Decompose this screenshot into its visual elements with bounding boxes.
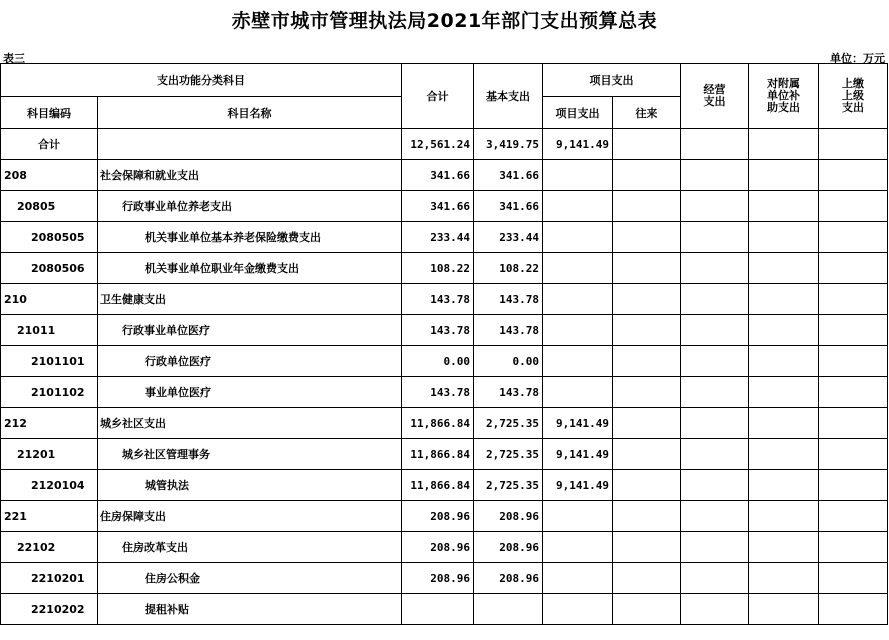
cell-total: 233.44 bbox=[402, 222, 474, 253]
table-row bbox=[1, 284, 888, 315]
cell-transfer bbox=[613, 191, 681, 222]
header-upper-text: 上缴上级支出 bbox=[842, 77, 864, 114]
cell-subsidiary bbox=[749, 160, 819, 191]
cell-total: 11,866.84 bbox=[402, 439, 474, 470]
cell-name: 卫生健康支出 bbox=[98, 284, 402, 315]
cell-operating bbox=[681, 191, 749, 222]
cell-name: 机关事业单位职业年金缴费支出 bbox=[98, 253, 402, 284]
cell-operating bbox=[681, 439, 749, 470]
cell-operating bbox=[681, 346, 749, 377]
cell-project bbox=[543, 284, 613, 315]
cell-total: 0.00 bbox=[402, 346, 474, 377]
cell-basic: 208.96 bbox=[474, 532, 543, 563]
cell-total bbox=[402, 594, 474, 625]
cell-operating bbox=[681, 532, 749, 563]
cell-basic: 208.96 bbox=[474, 501, 543, 532]
cell-code: 2080506 bbox=[1, 253, 98, 284]
cell-basic: 341.66 bbox=[474, 160, 543, 191]
cell-project bbox=[543, 501, 613, 532]
cell-subsidiary bbox=[749, 315, 819, 346]
table-row bbox=[1, 439, 888, 470]
cell-total: 208.96 bbox=[402, 563, 474, 594]
cell-operating bbox=[681, 470, 749, 501]
table-row bbox=[1, 594, 888, 625]
cell-code: 221 bbox=[1, 501, 98, 532]
table-row bbox=[1, 222, 888, 253]
cell-upper bbox=[819, 191, 888, 222]
cell-subsidiary bbox=[749, 284, 819, 315]
cell-project bbox=[543, 563, 613, 594]
cell-code: 22102 bbox=[1, 532, 98, 563]
cell-operating bbox=[681, 408, 749, 439]
cell-total: 108.22 bbox=[402, 253, 474, 284]
cell-code: 2080505 bbox=[1, 222, 98, 253]
cell-upper bbox=[819, 253, 888, 284]
cell-transfer bbox=[613, 222, 681, 253]
cell-operating bbox=[681, 594, 749, 625]
cell-code: 2210202 bbox=[1, 594, 98, 625]
cell-name: 住房保障支出 bbox=[98, 501, 402, 532]
cell-subsidiary bbox=[749, 129, 819, 160]
cell-transfer bbox=[613, 408, 681, 439]
cell-transfer bbox=[613, 501, 681, 532]
cell-upper bbox=[819, 284, 888, 315]
cell-subsidiary bbox=[749, 408, 819, 439]
cell-operating bbox=[681, 253, 749, 284]
cell-project: 9,141.49 bbox=[543, 470, 613, 501]
cell-total: 208.96 bbox=[402, 501, 474, 532]
table-row bbox=[1, 532, 888, 563]
table-row bbox=[1, 346, 888, 377]
cell-subsidiary bbox=[749, 470, 819, 501]
header-operating-text: 经营支出 bbox=[703, 83, 726, 108]
cell-upper bbox=[819, 470, 888, 501]
cell-code: 21011 bbox=[1, 315, 98, 346]
cell-subsidiary bbox=[749, 346, 819, 377]
cell-code: 2101102 bbox=[1, 377, 98, 408]
cell-transfer bbox=[613, 160, 681, 191]
cell-code: 2120104 bbox=[1, 470, 98, 501]
header-project-group: 项目支出 bbox=[543, 64, 681, 97]
cell-transfer bbox=[613, 439, 681, 470]
cell-operating bbox=[681, 563, 749, 594]
table-row bbox=[1, 470, 888, 501]
cell-name: 城乡社区管理事务 bbox=[98, 439, 402, 470]
cell-subsidiary bbox=[749, 439, 819, 470]
header-total: 合计 bbox=[402, 64, 474, 129]
cell-total: 208.96 bbox=[402, 532, 474, 563]
table-row bbox=[1, 253, 888, 284]
cell-basic: 341.66 bbox=[474, 191, 543, 222]
cell-operating bbox=[681, 129, 749, 160]
header-code: 科目编码 bbox=[1, 97, 98, 129]
cell-name: 行政事业单位医疗 bbox=[98, 315, 402, 346]
cell-name: 行政单位医疗 bbox=[98, 346, 402, 377]
cell-transfer bbox=[613, 532, 681, 563]
cell-operating bbox=[681, 222, 749, 253]
cell-upper bbox=[819, 501, 888, 532]
cell-name: 提租补贴 bbox=[98, 594, 402, 625]
cell-upper bbox=[819, 222, 888, 253]
table-row bbox=[1, 160, 888, 191]
cell-code: 208 bbox=[1, 160, 98, 191]
header-operating bbox=[681, 64, 749, 129]
cell-basic: 0.00 bbox=[474, 346, 543, 377]
cell-transfer bbox=[613, 377, 681, 408]
cell-total: 341.66 bbox=[402, 191, 474, 222]
cell-basic: 108.22 bbox=[474, 253, 543, 284]
header-subsidiary bbox=[749, 64, 819, 129]
header-func-class: 支出功能分类科目 bbox=[1, 64, 402, 97]
cell-basic: 2,725.35 bbox=[474, 439, 543, 470]
cell-total: 341.66 bbox=[402, 160, 474, 191]
cell-project bbox=[543, 346, 613, 377]
header-name: 科目名称 bbox=[98, 97, 402, 129]
cell-upper bbox=[819, 160, 888, 191]
table-row bbox=[1, 377, 888, 408]
cell-project bbox=[543, 594, 613, 625]
header-basic: 基本支出 bbox=[474, 64, 543, 129]
cell-upper bbox=[819, 532, 888, 563]
cell-operating bbox=[681, 160, 749, 191]
cell-name: 事业单位医疗 bbox=[98, 377, 402, 408]
table-row bbox=[1, 563, 888, 594]
cell-code: 21201 bbox=[1, 439, 98, 470]
cell-name: 住房公积金 bbox=[98, 563, 402, 594]
cell-subsidiary bbox=[749, 563, 819, 594]
cell-upper bbox=[819, 563, 888, 594]
cell-transfer bbox=[613, 346, 681, 377]
cell-project bbox=[543, 532, 613, 563]
cell-code: 2101101 bbox=[1, 346, 98, 377]
cell-project bbox=[543, 160, 613, 191]
cell-upper bbox=[819, 346, 888, 377]
cell-upper bbox=[819, 408, 888, 439]
cell-project bbox=[543, 377, 613, 408]
cell-operating bbox=[681, 501, 749, 532]
cell-transfer bbox=[613, 129, 681, 160]
cell-project bbox=[543, 253, 613, 284]
cell-upper bbox=[819, 439, 888, 470]
page-title: 赤壁市城市管理执法局2021年部门支出预算总表 bbox=[231, 10, 658, 32]
cell-total: 11,866.84 bbox=[402, 408, 474, 439]
cell-transfer bbox=[613, 315, 681, 346]
cell-name: 城管执法 bbox=[98, 470, 402, 501]
cell-total: 12,561.24 bbox=[402, 129, 474, 160]
cell-upper bbox=[819, 594, 888, 625]
cell-total: 11,866.84 bbox=[402, 470, 474, 501]
cell-transfer bbox=[613, 470, 681, 501]
cell-upper bbox=[819, 377, 888, 408]
cell-upper bbox=[819, 129, 888, 160]
cell-subsidiary bbox=[749, 532, 819, 563]
cell-subsidiary bbox=[749, 377, 819, 408]
cell-basic: 143.78 bbox=[474, 377, 543, 408]
header-row-1 bbox=[1, 64, 888, 97]
total-row bbox=[1, 129, 888, 160]
cell-project bbox=[543, 315, 613, 346]
cell-basic: 3,419.75 bbox=[474, 129, 543, 160]
cell-name bbox=[98, 129, 402, 160]
cell-basic bbox=[474, 594, 543, 625]
cell-subsidiary bbox=[749, 594, 819, 625]
cell-name: 社会保障和就业支出 bbox=[98, 160, 402, 191]
cell-code: 20805 bbox=[1, 191, 98, 222]
cell-name: 机关事业单位基本养老保险缴费支出 bbox=[98, 222, 402, 253]
cell-subsidiary bbox=[749, 253, 819, 284]
header-transfer: 往来 bbox=[613, 97, 681, 129]
table-row bbox=[1, 408, 888, 439]
cell-basic: 2,725.35 bbox=[474, 408, 543, 439]
cell-operating bbox=[681, 377, 749, 408]
header-project: 项目支出 bbox=[543, 97, 613, 129]
cell-basic: 143.78 bbox=[474, 315, 543, 346]
cell-project bbox=[543, 191, 613, 222]
cell-transfer bbox=[613, 253, 681, 284]
table-number: 表三 bbox=[3, 52, 25, 65]
cell-code: 2210201 bbox=[1, 563, 98, 594]
cell-name: 住房改革支出 bbox=[98, 532, 402, 563]
cell-project: 9,141.49 bbox=[543, 439, 613, 470]
cell-subsidiary bbox=[749, 191, 819, 222]
cell-basic: 208.96 bbox=[474, 563, 543, 594]
table-row bbox=[1, 315, 888, 346]
cell-name: 城乡社区支出 bbox=[98, 408, 402, 439]
cell-operating bbox=[681, 315, 749, 346]
cell-project: 9,141.49 bbox=[543, 408, 613, 439]
cell-name: 行政事业单位养老支出 bbox=[98, 191, 402, 222]
cell-subsidiary bbox=[749, 501, 819, 532]
cell-basic: 2,725.35 bbox=[474, 470, 543, 501]
table-row bbox=[1, 501, 888, 532]
cell-project: 9,141.49 bbox=[543, 129, 613, 160]
cell-transfer bbox=[613, 284, 681, 315]
unit-label: 单位：万元 bbox=[830, 52, 885, 65]
budget-table bbox=[0, 63, 888, 625]
cell-total: 143.78 bbox=[402, 315, 474, 346]
cell-code: 210 bbox=[1, 284, 98, 315]
header-subsidiary-text: 对附属单位补助支出 bbox=[767, 77, 800, 114]
cell-subsidiary bbox=[749, 222, 819, 253]
cell-upper bbox=[819, 315, 888, 346]
cell-transfer bbox=[613, 563, 681, 594]
cell-total: 143.78 bbox=[402, 284, 474, 315]
cell-basic: 143.78 bbox=[474, 284, 543, 315]
cell-code: 合计 bbox=[1, 129, 98, 160]
cell-transfer bbox=[613, 594, 681, 625]
cell-code: 212 bbox=[1, 408, 98, 439]
cell-total: 143.78 bbox=[402, 377, 474, 408]
cell-operating bbox=[681, 284, 749, 315]
cell-project bbox=[543, 222, 613, 253]
table-row bbox=[1, 191, 888, 222]
header-upper bbox=[819, 64, 888, 129]
cell-basic: 233.44 bbox=[474, 222, 543, 253]
